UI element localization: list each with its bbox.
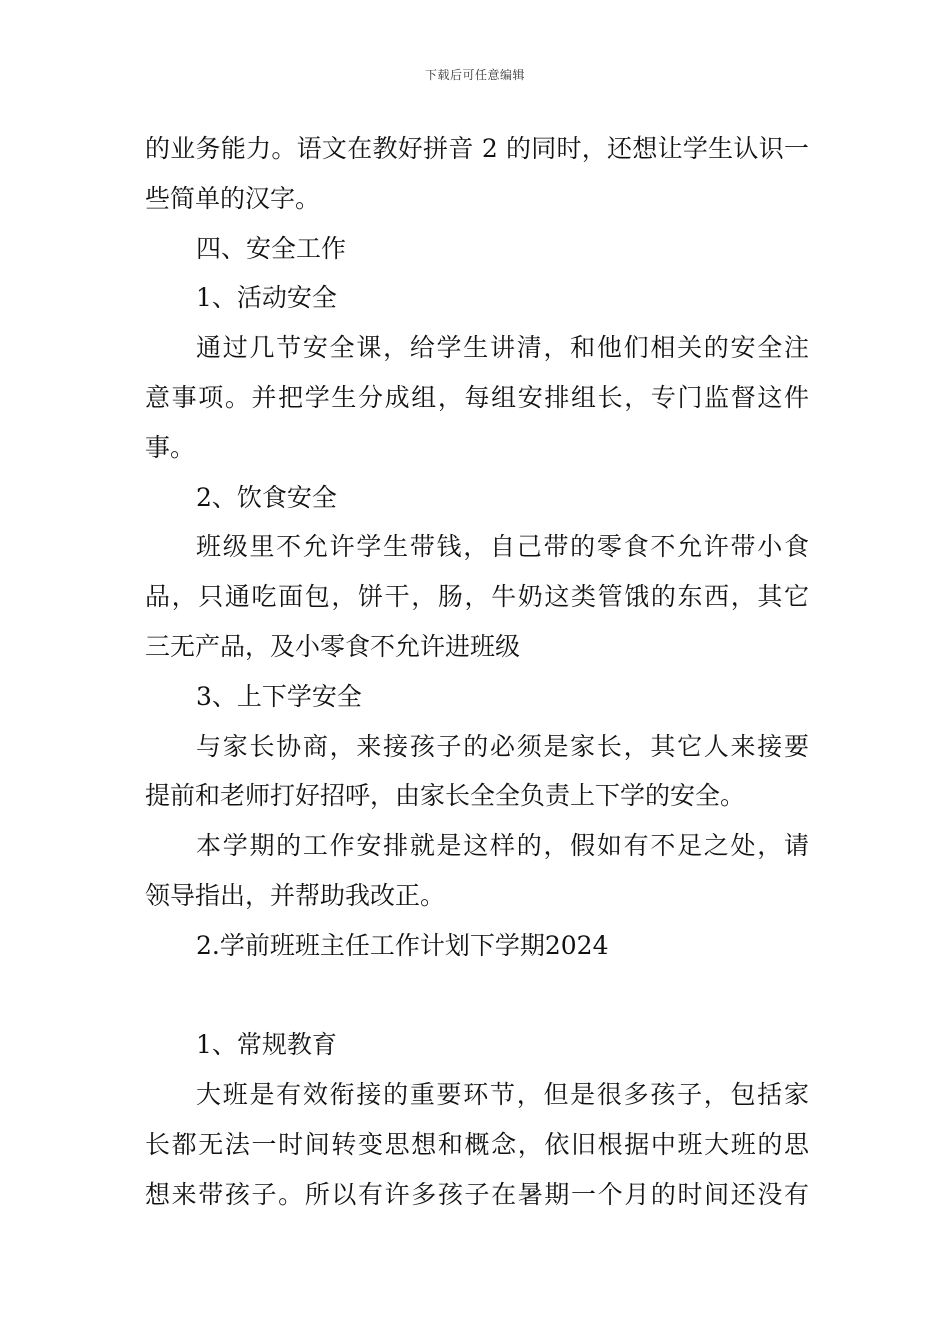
text-line: 领导指出，并帮助我改正。 xyxy=(145,880,446,910)
text-line: 大班是有效衔接的重要环节，但是很多孩子，包括家 xyxy=(196,1080,809,1110)
text-line: 的业务能力。语文在教好拼音 2 的同时，还想让学生认识一 xyxy=(145,134,809,163)
text-line: 三无产品，及小零食不允许进班级 xyxy=(145,631,521,661)
text-line: 提前和老师打好招呼，由家长全全负责上下学的安全。 xyxy=(145,781,746,811)
blank-line xyxy=(145,971,809,1021)
text-line: 事。 xyxy=(145,432,196,462)
text-line: 通过几节安全课，给学生讲清，和他们相关的安全注 xyxy=(196,333,809,363)
document-body xyxy=(145,124,809,1220)
text-line: 3、上下学安全 xyxy=(196,681,362,711)
text-line: 想来带孩子。所以有许多孩子在暑期一个月的时间还没有 xyxy=(145,1179,809,1209)
text-line: 2.学前班班主任工作计划下学期2024 xyxy=(196,930,609,960)
text-line: 长都无法一时间转变思想和概念，依旧根据中班大班的思 xyxy=(145,1129,809,1159)
text-line: 意事项。并把学生分成组，每组安排组长，专门监督这件 xyxy=(145,382,809,412)
text-line: 2、饮食安全 xyxy=(196,482,337,512)
text-line: 本学期的工作安排就是这样的，假如有不足之处，请 xyxy=(196,831,809,861)
page-header: 下载后可任意编辑 xyxy=(424,68,525,82)
text-line: 1、常规教育 xyxy=(196,1030,337,1060)
text-line: 班级里不允许学生带钱，自己带的零食不允许带小食 xyxy=(196,532,809,562)
text-line: 1、活动安全 xyxy=(196,283,337,313)
text-line: 些简单的汉字。 xyxy=(145,183,321,213)
text-line: 品，只通吃面包，饼干，肠，牛奶这类管饿的东西，其它 xyxy=(145,582,809,612)
text-line: 四、安全工作 xyxy=(196,233,347,263)
text-line: 与家长协商，来接孩子的必须是家长，其它人来接要 xyxy=(196,731,809,761)
